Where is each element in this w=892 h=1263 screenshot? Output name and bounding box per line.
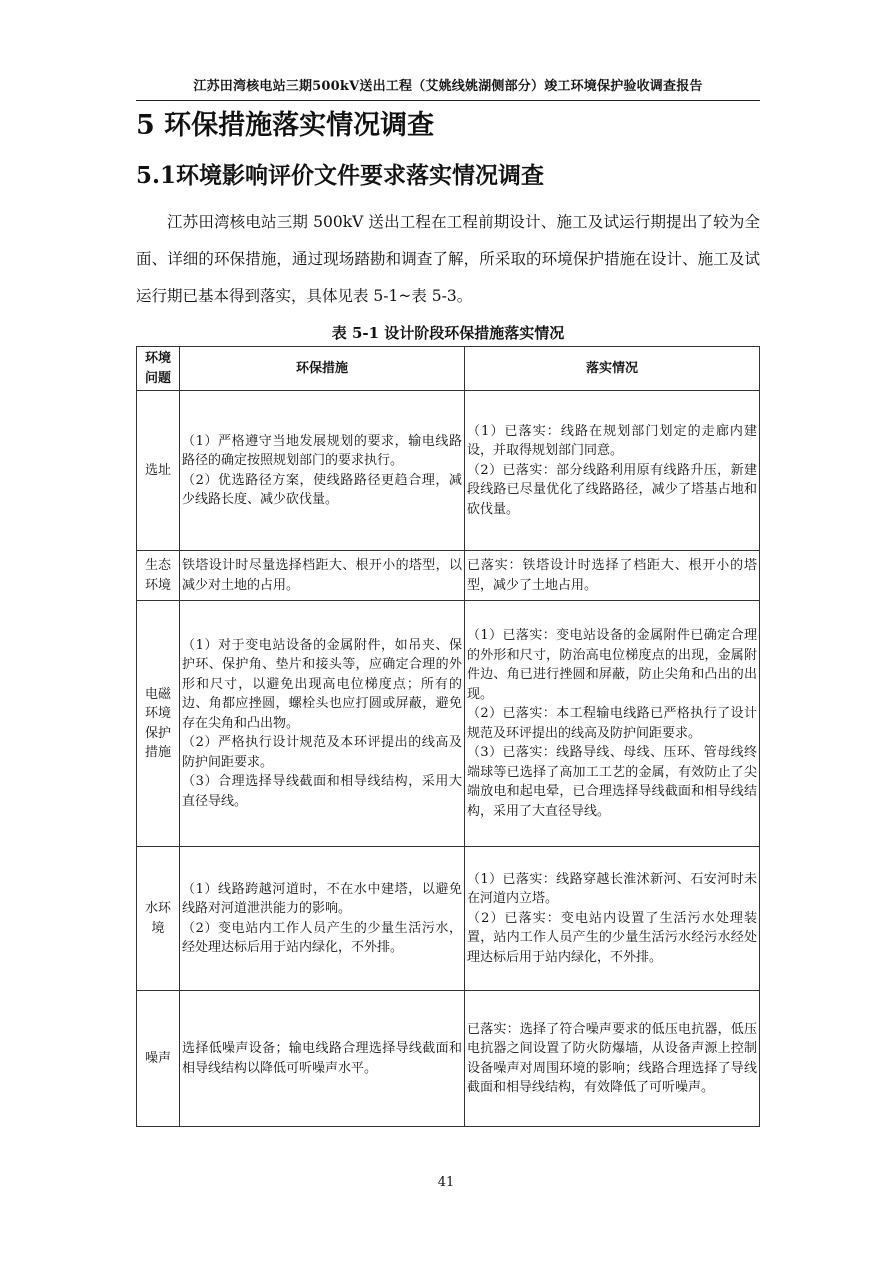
measures-item: （1）线路跨越河道时，不在水中建塔，以避免线路对河道泄洪能力的影响。 xyxy=(182,881,462,916)
status-cell xyxy=(465,551,760,601)
status-item: （1）已落实：线路在规划部门划定的走廊内建设，并取得规划部门同意。 xyxy=(467,423,757,459)
measures-item: （2）严格执行设计规范及本环评提出的线高及防护间距要求。 xyxy=(182,735,462,770)
header-measures: 环保措施 xyxy=(180,347,465,391)
measures-item: （2）优选路径方案，使线路路径更趋合理，减少线路长度、减少砍伐量。 xyxy=(182,472,462,507)
measures-item: （1）对于变电站设备的金属附件，如吊夹、保护环、保护角、垫片和接头等，应确定合理的外形和尺寸，以避免出现高电位梯度点；所有的边、角都应挫圆，螺栓头也应打圆或屏蔽，避免存在尖角和凸出物。 xyxy=(182,637,462,731)
table-row xyxy=(137,601,760,847)
measures-item: 铁塔设计时尽量选择档距大、根开小的塔型，以减少对土地的占用。 xyxy=(182,558,462,593)
status-item: （1）已落实：线路穿越长淮沭新河、石安河时未在河道内立塔。 xyxy=(467,871,757,907)
status-item: （2）已落实：部分线路利用原有线路升压，新建段线路已尽量优化了线路路径，减少了塔基占地和砍伐量。 xyxy=(467,462,757,517)
status-cell xyxy=(465,601,760,847)
status-item: 已落实：选择了符合噪声要求的低压电抗器，低压电抗器之间设置了防火防爆墙，从设备声源上控制设备噪声对周围环境的影响；线路合理选择了导线截面和相导线结构，有效降低了可听噪声。 xyxy=(467,1021,757,1095)
header-status: 落实情况 xyxy=(465,347,760,391)
measures-item: （1）严格遵守当地发展规划的要求，输电线路路径的确定按照规划部门的要求执行。 xyxy=(182,433,462,468)
status-item: （2）已落实：变电站内设置了生活污水处理装置，站内工作人员产生的少量生活污水经污水经处理达标后用于站内绿化，不外排。 xyxy=(467,910,757,965)
measures-item: 选择低噪声设备；输电线路合理选择导线截面和相导线结构以降低可听噪声水平。 xyxy=(182,1041,462,1076)
measures-cell xyxy=(180,551,465,601)
measures-cell xyxy=(180,991,465,1127)
table-row xyxy=(137,991,760,1127)
measures-cell xyxy=(180,847,465,991)
section-title: 5.1环境影响评价文件要求落实情况调查 xyxy=(136,162,545,189)
issue-cell: 电磁环境保护措施 xyxy=(137,601,180,847)
status-item: （1）已落实：变电站设备的金属附件已确定合理的外形和尺寸，防治高电位梯度点的出现，金属附件边、角已进行挫圆和屏蔽，防止尖角和凸出的出现。 xyxy=(467,628,757,702)
header-issue: 环境问题 xyxy=(137,347,180,391)
table-row xyxy=(137,847,760,991)
running-header: 江苏田湾核电站三期500kV送出工程（艾姚线姚湖侧部分）竣工环境保护验收调查报告 xyxy=(136,78,760,101)
measures-cell xyxy=(180,391,465,551)
table-caption: 表 5-1 设计阶段环保措施落实情况 xyxy=(331,324,565,342)
issue-cell: 噪声 xyxy=(137,991,180,1127)
chapter-title: 5 环保措施落实情况调查 xyxy=(136,110,435,141)
status-cell xyxy=(465,991,760,1127)
status-item: 已落实：铁塔设计时选择了档距大、根开小的塔型，减少了土地占用。 xyxy=(467,558,757,593)
status-cell xyxy=(465,391,760,551)
status-item: （2）已落实：本工程输电线路已严格执行了设计规范及环评提出的线高及防护间距要求。 xyxy=(467,706,757,741)
page-number: 41 xyxy=(437,1175,455,1190)
issue-cell: 生态环境 xyxy=(137,551,180,601)
table-header-row xyxy=(137,347,760,391)
issue-cell: 水环境 xyxy=(137,847,180,991)
measures-cell xyxy=(180,601,465,847)
measures-table xyxy=(136,346,760,1127)
table-row xyxy=(137,391,760,551)
intro-paragraph: 江苏田湾核电站三期 500kV 送出工程在工程前期设计、施工及试运行期提出了较为全面、详细的环保措施，通过现场踏勘和调查了解，所采取的环境保护措施在设计、施工及试运行期已基本得到落实，具体见表 5-1~表 5-3。 xyxy=(136,213,760,305)
table-row xyxy=(137,551,760,601)
issue-cell: 选址 xyxy=(137,391,180,551)
status-cell xyxy=(465,847,760,991)
status-item: （3）已落实：线路导线、母线、压环、管母线终端球等已选择了高加工工艺的金属，有效防止了尖端放电和起电晕，已合理选择导线截面和相导线结构，采用了大直径导线。 xyxy=(467,745,757,819)
measures-item: （2）变电站内工作人员产生的少量生活污水，经处理达标后用于站内绿化，不外排。 xyxy=(182,920,462,955)
measures-item: （3）合理选择导线截面和相导线结构，采用大直径导线。 xyxy=(182,774,462,809)
